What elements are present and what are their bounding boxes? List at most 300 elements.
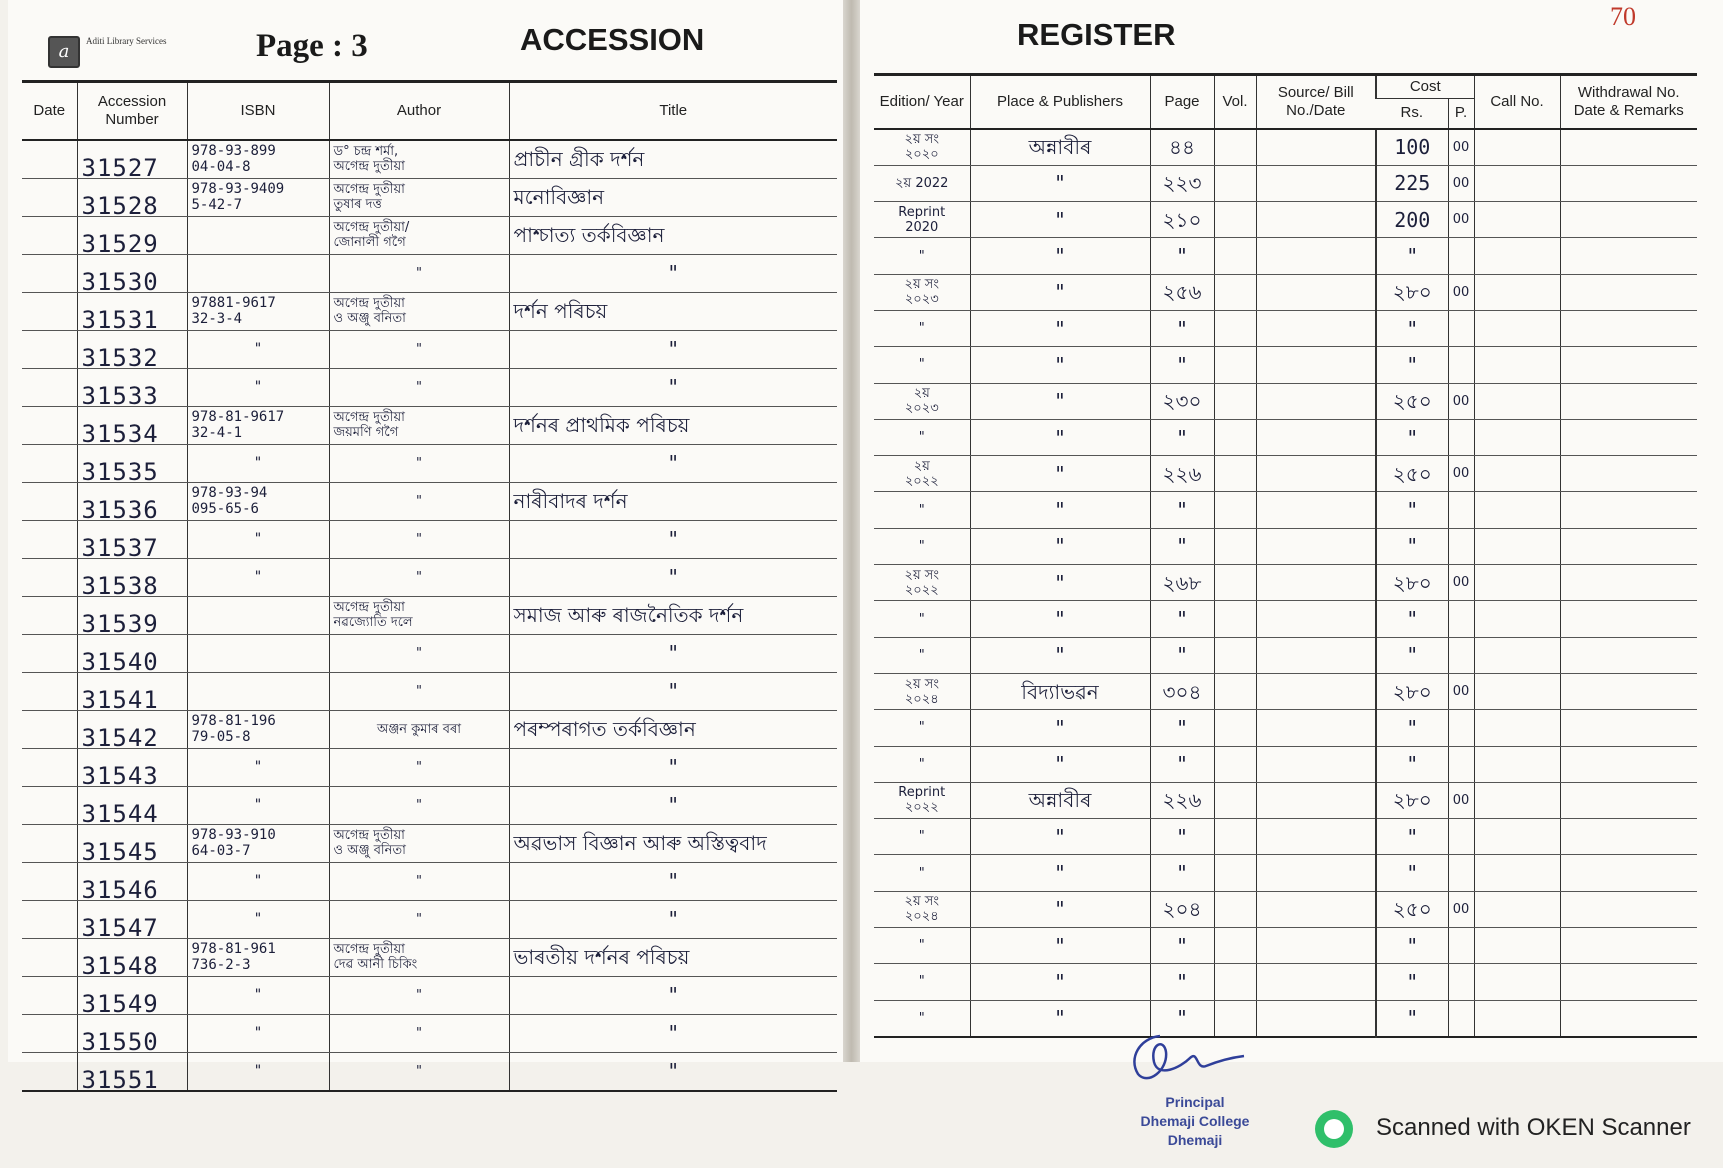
date-cell [22, 862, 77, 900]
author-line-1: " [416, 683, 422, 699]
stamp-title: Principal [1165, 1094, 1225, 1110]
author-line-1: অগেন্দ্ৰ দুতীয়া [333, 410, 405, 425]
table-row [874, 347, 1697, 383]
isbn-cell [187, 710, 329, 748]
col-isbn: ISBN [187, 82, 329, 140]
cost-p-cell [1448, 819, 1474, 855]
edition-year-cell [874, 782, 970, 818]
call-no-cell [1474, 565, 1560, 601]
vol-cell [1214, 383, 1256, 419]
table-row [874, 492, 1697, 528]
source-bill-cell [1256, 383, 1376, 419]
page-cell: ২২৩ [1150, 165, 1214, 201]
withdrawal-remarks-cell [1560, 202, 1697, 238]
accession-number-cell: 31536 [77, 482, 187, 520]
cost-rs-cell: ২৮০ [1376, 782, 1448, 818]
withdrawal-remarks-cell [1560, 129, 1697, 166]
page-cell: ৩০৪ [1150, 673, 1214, 709]
page-cell: " [1150, 528, 1214, 564]
stamp-college: Dhemaji College [1140, 1113, 1250, 1129]
edition-year-cell [874, 855, 970, 891]
source-bill-cell [1256, 1000, 1376, 1037]
author-line-1: অগেন্দ্ৰ দুতীয়া [333, 296, 405, 311]
isbn-line-1: " [253, 379, 263, 395]
author-cell [329, 596, 509, 634]
page-mark: 70 [1610, 2, 1636, 31]
isbn-line-1: " [253, 759, 263, 775]
library-logo-icon: a [48, 36, 80, 68]
isbn-line-1: " [253, 455, 263, 471]
isbn-cell [187, 824, 329, 862]
vol-cell [1214, 891, 1256, 927]
table-row [874, 673, 1697, 709]
title-cell: " [509, 1014, 837, 1052]
cost-rs-cell: ২৮০ [1376, 274, 1448, 310]
col-title: Title [509, 82, 837, 140]
isbn-cell [187, 748, 329, 786]
table-row [874, 964, 1697, 1000]
source-bill-cell [1256, 710, 1376, 746]
publisher-cell: বিদ্যাভৱন [970, 673, 1150, 709]
isbn-cell [187, 406, 329, 444]
call-no-cell [1474, 746, 1560, 782]
accession-number-cell: 31551 [77, 1052, 187, 1091]
author-line-2: জোনালী গগৈ [333, 235, 406, 250]
table-row [22, 330, 837, 368]
author-line-1: অগেন্দ্ৰ দুতীয়া [333, 600, 405, 615]
table-row [22, 292, 837, 330]
author-line-2: নৱজ্যোতি দলে [333, 615, 413, 630]
col-edition-year: Edition/ Year [874, 75, 970, 129]
isbn-cell [187, 596, 329, 634]
accession-number-cell: 31546 [77, 862, 187, 900]
date-cell [22, 634, 77, 672]
isbn-cell [187, 368, 329, 406]
publisher-cell: " [970, 637, 1150, 673]
author-line-1: " [416, 265, 422, 281]
cost-rs-cell: ২৫০ [1376, 456, 1448, 492]
source-bill-cell [1256, 746, 1376, 782]
author-cell [329, 634, 509, 672]
isbn-cell [187, 634, 329, 672]
publisher-cell: " [970, 383, 1150, 419]
edition-line-1: " [918, 538, 925, 554]
accession-number-cell: 31540 [77, 634, 187, 672]
date-cell [22, 976, 77, 1014]
isbn-line-2: 5-42-7 [191, 197, 243, 213]
table-row [22, 1014, 837, 1052]
vol-cell [1214, 601, 1256, 637]
cost-p-cell: 00 [1448, 891, 1474, 927]
isbn-line-1: 978-81-961 [191, 941, 276, 957]
accession-number-cell: 31542 [77, 710, 187, 748]
withdrawal-remarks-cell [1560, 238, 1697, 274]
title-cell: " [509, 368, 837, 406]
edition-line-1: " [918, 357, 925, 373]
isbn-cell [187, 976, 329, 1014]
book-gutter [843, 0, 860, 1062]
heading-register: REGISTER [1017, 17, 1176, 52]
edition-year-cell [874, 129, 970, 166]
call-no-cell [1474, 165, 1560, 201]
call-no-cell [1474, 383, 1560, 419]
accession-number-cell: 31531 [77, 292, 187, 330]
edition-line-1: ২য় সং [904, 567, 939, 583]
edition-line-1: " [918, 756, 925, 772]
cost-p-cell [1448, 419, 1474, 455]
edition-line-1: " [918, 430, 925, 446]
page-cell: " [1150, 855, 1214, 891]
publisher-cell: " [970, 456, 1150, 492]
source-bill-cell [1256, 601, 1376, 637]
vol-cell [1214, 528, 1256, 564]
table-row [22, 444, 837, 482]
cost-p-cell: 00 [1448, 673, 1474, 709]
table-row [22, 596, 837, 634]
col-cost-rs: Rs. [1376, 99, 1448, 129]
author-cell [329, 824, 509, 862]
isbn-line-1: 978-93-94 [191, 485, 268, 501]
vol-cell [1214, 928, 1256, 964]
oken-scanner-icon [1315, 1110, 1353, 1148]
title-cell: " [509, 330, 837, 368]
withdrawal-remarks-cell [1560, 383, 1697, 419]
source-bill-cell [1256, 964, 1376, 1000]
cost-p-cell [1448, 347, 1474, 383]
table-row [22, 976, 837, 1014]
isbn-cell [187, 330, 329, 368]
title-cell: অৱভাস বিজ্ঞান আৰু অস্তিত্ববাদ [509, 824, 837, 862]
col-source-bill: Source/ Bill No./Date [1256, 75, 1376, 129]
source-bill-cell [1256, 310, 1376, 346]
publisher-cell: অন্নাবীৰ [970, 129, 1150, 166]
isbn-line-1: 978-93-9409 [191, 181, 285, 197]
author-cell [329, 482, 509, 520]
accession-table-left [22, 80, 837, 1092]
table-row [874, 637, 1697, 673]
vol-cell [1214, 855, 1256, 891]
isbn-line-2: 32-3-4 [191, 311, 243, 327]
edition-line-1: " [918, 829, 925, 845]
call-no-cell [1474, 274, 1560, 310]
cost-p-cell: 00 [1448, 165, 1474, 201]
author-line-1: অগেন্দ্ৰ দুতীয়া [333, 828, 405, 843]
author-cell [329, 444, 509, 482]
source-bill-cell [1256, 347, 1376, 383]
author-line-1: " [416, 379, 422, 395]
col-cost: Cost [1376, 75, 1474, 99]
source-bill-cell [1256, 456, 1376, 492]
author-cell [329, 368, 509, 406]
withdrawal-remarks-cell [1560, 855, 1697, 891]
edition-line-1: " [918, 248, 925, 264]
vol-cell [1214, 310, 1256, 346]
vol-cell [1214, 129, 1256, 166]
vol-cell [1214, 673, 1256, 709]
source-bill-cell [1256, 165, 1376, 201]
publisher-cell: " [970, 419, 1150, 455]
cost-p-cell [1448, 601, 1474, 637]
publisher-cell: " [970, 928, 1150, 964]
date-cell [22, 558, 77, 596]
isbn-line-1: " [253, 569, 263, 585]
source-bill-cell [1256, 565, 1376, 601]
table-row [874, 165, 1697, 201]
accession-number-cell: 31549 [77, 976, 187, 1014]
page-cell: " [1150, 238, 1214, 274]
title-cell: নাৰীবাদৰ দৰ্শন [509, 482, 837, 520]
edition-line-1: " [918, 720, 925, 736]
isbn-cell [187, 938, 329, 976]
accession-table-right [874, 73, 1697, 1038]
col-date: Date [22, 82, 77, 140]
table-row [874, 928, 1697, 964]
date-cell [22, 520, 77, 558]
table-row [22, 368, 837, 406]
date-cell [22, 1014, 77, 1052]
author-line-1: " [416, 1063, 422, 1079]
col-call-no: Call No. [1474, 75, 1560, 129]
cost-p-cell [1448, 637, 1474, 673]
cost-rs-cell: " [1376, 347, 1448, 383]
date-cell [22, 748, 77, 786]
page-label: Page : 3 [256, 28, 368, 64]
page-cell: " [1150, 928, 1214, 964]
page-cell: " [1150, 1000, 1214, 1037]
title-cell: " [509, 520, 837, 558]
author-line-2: দেৱ আনী চিকিং [333, 957, 418, 972]
page-cell: " [1150, 964, 1214, 1000]
author-line-1: " [416, 987, 422, 1003]
publisher-cell: " [970, 310, 1150, 346]
stamp-place: Dhemaji [1167, 1132, 1223, 1148]
withdrawal-remarks-cell [1560, 964, 1697, 1000]
table-row [22, 140, 837, 179]
source-bill-cell [1256, 891, 1376, 927]
call-no-cell [1474, 819, 1560, 855]
author-line-1: " [416, 341, 422, 357]
title-cell: " [509, 672, 837, 710]
author-line-2: জয়মণি গগৈ [333, 425, 399, 440]
publisher-cell: " [970, 710, 1150, 746]
publisher-cell: " [970, 746, 1150, 782]
cost-rs-cell: " [1376, 964, 1448, 1000]
author-cell [329, 330, 509, 368]
title-cell: দৰ্শন পৰিচয় [509, 292, 837, 330]
page-cell: " [1150, 819, 1214, 855]
vol-cell [1214, 819, 1256, 855]
title-cell: " [509, 1052, 837, 1091]
table-row [874, 419, 1697, 455]
isbn-cell [187, 216, 329, 254]
edition-year-cell [874, 492, 970, 528]
vol-cell [1214, 565, 1256, 601]
table-row [874, 129, 1697, 166]
cost-rs-cell: ২৮০ [1376, 673, 1448, 709]
page-cell: ২২৬ [1150, 782, 1214, 818]
title-cell: মনোবিজ্ঞান [509, 178, 837, 216]
vol-cell [1214, 746, 1256, 782]
publisher-cell: " [970, 165, 1150, 201]
withdrawal-remarks-cell [1560, 528, 1697, 564]
table-row [874, 819, 1697, 855]
table-row [22, 216, 837, 254]
author-cell [329, 558, 509, 596]
page-cell: " [1150, 637, 1214, 673]
author-line-1: " [416, 569, 422, 585]
call-no-cell [1474, 238, 1560, 274]
source-bill-cell [1256, 637, 1376, 673]
edition-line-1: " [918, 502, 925, 518]
cost-p-cell: 00 [1448, 456, 1474, 492]
title-cell: " [509, 976, 837, 1014]
author-line-1: " [416, 873, 422, 889]
principal-signature [1120, 1028, 1250, 1088]
isbn-cell [187, 178, 329, 216]
isbn-cell [187, 254, 329, 292]
accession-number-cell: 31539 [77, 596, 187, 634]
edition-line-1: ২য় সং [904, 894, 939, 910]
isbn-line-1: 97881-9617 [191, 295, 276, 311]
page-cell: " [1150, 746, 1214, 782]
table-row [874, 601, 1697, 637]
accession-number-cell: 31545 [77, 824, 187, 862]
withdrawal-remarks-cell [1560, 310, 1697, 346]
edition-line-1: ২য় [913, 458, 930, 474]
table-row [22, 178, 837, 216]
vol-cell [1214, 202, 1256, 238]
table-row [874, 1000, 1697, 1037]
publisher-cell: " [970, 492, 1150, 528]
author-line-1: " [416, 759, 422, 775]
vol-cell [1214, 964, 1256, 1000]
edition-line-2: ২০২০ [904, 147, 939, 163]
author-cell [329, 216, 509, 254]
edition-year-cell [874, 710, 970, 746]
author-line-1: অগেন্দ্ৰ দুতীয়া/ [333, 220, 410, 235]
edition-line-1: " [918, 321, 925, 337]
author-line-2: অগেন্দ্ৰ দুতীয়া [333, 159, 405, 174]
table-row [22, 710, 837, 748]
isbn-line-1: " [253, 1025, 263, 1041]
edition-line-1: ২য় 2022 [895, 175, 949, 191]
edition-line-2: ২০২২ [904, 582, 939, 598]
author-cell [329, 748, 509, 786]
author-cell [329, 406, 509, 444]
author-line-2: ও অঞ্জু বনিতা [333, 311, 406, 326]
publisher-cell: " [970, 819, 1150, 855]
edition-line-1: Reprint [898, 785, 946, 801]
accession-number-cell: 31541 [77, 672, 187, 710]
page-cell: ২২৬ [1150, 456, 1214, 492]
source-bill-cell [1256, 673, 1376, 709]
edition-line-2: ২০২৩ [904, 292, 939, 308]
page-cell: " [1150, 419, 1214, 455]
accession-number-cell: 31533 [77, 368, 187, 406]
title-cell: পাশ্চাত্য তৰ্কবিজ্ঞান [509, 216, 837, 254]
cost-p-cell [1448, 855, 1474, 891]
cost-p-cell: 00 [1448, 129, 1474, 166]
edition-line-2: 2020 [905, 219, 939, 235]
edition-year-cell [874, 637, 970, 673]
vol-cell [1214, 710, 1256, 746]
col-vol: Vol. [1214, 75, 1256, 129]
cost-rs-cell: " [1376, 1000, 1448, 1037]
author-cell [329, 786, 509, 824]
cost-p-cell [1448, 928, 1474, 964]
title-cell: " [509, 862, 837, 900]
date-cell [22, 938, 77, 976]
publisher-cell: " [970, 964, 1150, 1000]
vol-cell [1214, 419, 1256, 455]
author-cell [329, 254, 509, 292]
cost-rs-cell: " [1376, 637, 1448, 673]
date-cell [22, 216, 77, 254]
author-line-1: অঞ্জন কুমাৰ বৰা [376, 721, 462, 737]
accession-number-cell: 31535 [77, 444, 187, 482]
edition-year-cell [874, 347, 970, 383]
source-bill-cell [1256, 129, 1376, 166]
table-row [874, 274, 1697, 310]
table-row [874, 456, 1697, 492]
isbn-line-1: " [253, 531, 263, 547]
date-cell [22, 368, 77, 406]
withdrawal-remarks-cell [1560, 710, 1697, 746]
page-cell: ২৫৬ [1150, 274, 1214, 310]
author-line-1: " [416, 911, 422, 927]
accession-number-cell: 31528 [77, 178, 187, 216]
publisher-cell: " [970, 528, 1150, 564]
source-bill-cell [1256, 274, 1376, 310]
accession-number-cell: 31548 [77, 938, 187, 976]
col-place-publishers: Place & Publishers [970, 75, 1150, 129]
call-no-cell [1474, 129, 1560, 166]
edition-year-cell [874, 673, 970, 709]
table-row [22, 520, 837, 558]
table-row [22, 938, 837, 976]
edition-year-cell [874, 419, 970, 455]
author-cell [329, 976, 509, 1014]
table-row [874, 746, 1697, 782]
source-bill-cell [1256, 928, 1376, 964]
page-cell: ২৩০ [1150, 383, 1214, 419]
withdrawal-remarks-cell [1560, 1000, 1697, 1037]
cost-rs-cell: " [1376, 855, 1448, 891]
call-no-cell [1474, 601, 1560, 637]
withdrawal-remarks-cell [1560, 819, 1697, 855]
withdrawal-remarks-cell [1560, 347, 1697, 383]
isbn-cell [187, 786, 329, 824]
edition-year-cell [874, 746, 970, 782]
call-no-cell [1474, 928, 1560, 964]
publisher-cell: " [970, 274, 1150, 310]
table-row [22, 558, 837, 596]
cost-rs-cell: " [1376, 492, 1448, 528]
table-row [874, 238, 1697, 274]
author-cell [329, 1052, 509, 1091]
publisher-cell: " [970, 855, 1150, 891]
cost-p-cell [1448, 492, 1474, 528]
accession-number-cell: 31529 [77, 216, 187, 254]
col-author: Author [329, 82, 509, 140]
date-cell [22, 672, 77, 710]
call-no-cell [1474, 710, 1560, 746]
table-row [22, 900, 837, 938]
edition-year-cell [874, 528, 970, 564]
isbn-cell [187, 520, 329, 558]
accession-number-cell: 31534 [77, 406, 187, 444]
edition-year-cell [874, 456, 970, 492]
